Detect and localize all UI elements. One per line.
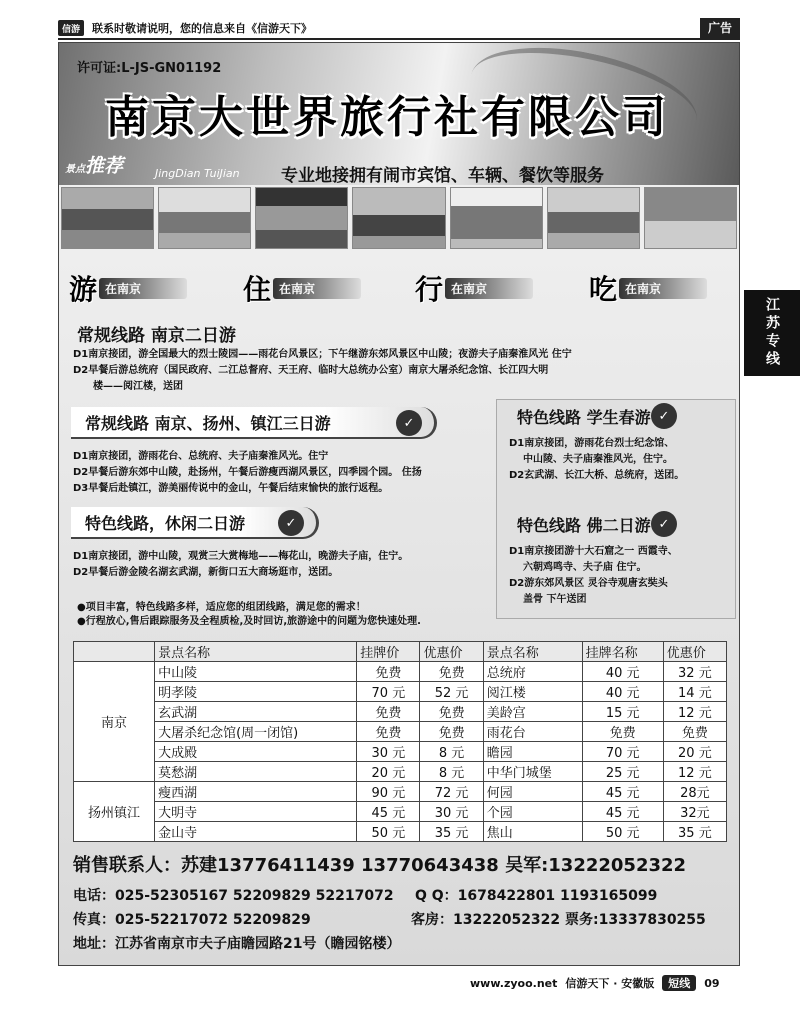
banner (59, 43, 739, 185)
footer-section-tag: 短线 (662, 975, 696, 991)
footer-url[interactable]: www.zyoo.net (470, 976, 558, 990)
table-row: 大屠杀纪念馆(周一闭馆) 免费 免费 雨花台 免费 免费 (74, 722, 727, 742)
route5-itinerary: D1南京接团游十大石窟之一 西霞寺、 六朝鸡鸣寺、夫子庙 住宁。 D2游东郊风景区 灵谷寺观唐玄奘头 盖骨 下午送团 (509, 546, 678, 605)
scenic-photo (352, 187, 445, 249)
table-row: 大明寺 45 元 30 元 个园 45 元 32元 (74, 802, 727, 822)
table-row: 玄武湖 免费 免费 美龄宫 15 元 12 元 (74, 702, 727, 722)
service-notes: ●项目丰富，特色线路多样，适应您的组团线路，满足您的需求！ ●行程放心,售后跟踪服务及全程质检,及时回访,旅游途中的问题为您快速处理. (77, 602, 421, 627)
room-ticket-numbers: 客房：13222052322 票务:13337830255 (411, 912, 706, 928)
magazine-logo: 信游 (58, 20, 84, 36)
slogan: 专业地接拥有闹市宾馆、车辆、餐饮等服务 (281, 166, 604, 185)
check-icon: ✓ (651, 511, 677, 537)
footer-publication: 信游天下 · 安徽版 (565, 977, 655, 990)
table-row: 大成殿 30 元 8 元 瞻园 70 元 20 元 (74, 742, 727, 762)
address: 地址：江苏省南京市夫子庙瞻园路21号（瞻园铭楼） (73, 936, 401, 952)
scenic-photo (255, 187, 348, 249)
category-stay: 住 在南京 (243, 273, 361, 303)
scenic-photo (61, 187, 154, 249)
table-row: 金山寺 50 元 35 元 焦山 50 元 35 元 (74, 822, 727, 842)
table-row: 莫愁湖 20 元 8 元 中华门城堡 25 元 12 元 (74, 762, 727, 782)
sales-contacts: 销售联系人：苏建13776411439 13770643438 吴军:13222052322 (73, 855, 687, 876)
ticket-price-table (73, 641, 727, 842)
route4-itinerary: D1南京接团，游雨花台烈士纪念馆、 中山陵、夫子庙秦淮风光，住宁。 D2玄武湖、长江大桥、总统府，送团。 (509, 438, 685, 481)
route5-title: 特色线路 佛二日游 ✓ (503, 508, 689, 540)
fax-numbers: 传真：025-52217072 52209829 (73, 912, 311, 928)
route2-title: 常规线路 南京、扬州、镇江三日游 ✓ (71, 407, 437, 439)
featured-routes-box (496, 399, 736, 619)
check-icon: ✓ (278, 510, 304, 536)
qq-numbers: Q Q：1678422801 1193165099 (415, 888, 658, 904)
scenic-photo (158, 187, 251, 249)
ad-label: 广告 (700, 18, 740, 38)
category-food: 吃 在南京 (589, 273, 707, 303)
scenic-photo-strip (59, 187, 739, 253)
page-number: 09 (704, 976, 720, 990)
phone-numbers: 电话：025-52305167 52209829 52217072 (73, 888, 394, 904)
table-row: 扬州镇江 瘦西湖 90 元 72 元 何园 45 元 28元 (74, 782, 727, 802)
company-name: 南京大世界旅行社有限公司 (105, 92, 669, 143)
header-bar (58, 18, 740, 40)
route1-title: 常规线路 南京二日游 (77, 326, 236, 346)
scenic-photo (644, 187, 737, 249)
advertisement-frame (58, 42, 740, 966)
route2-itinerary: D1南京接团，游雨花台、总统府、夫子庙秦淮风光。住宁 D2早餐后游东郊中山陵，赴扬州，午餐后游瘦西湖风景区，四季园个园。 住扬 D3早餐后赴镇江，游美丽传说中的金山，午餐后结束愉快的旅行返程。 (73, 451, 422, 494)
route3-title: 特色线路，休闲二日游 ✓ (71, 507, 319, 539)
table-row: 南京 中山陵 免费 免费 总统府 40 元 32 元 (74, 662, 727, 682)
scenic-photo (547, 187, 640, 249)
check-icon: ✓ (651, 403, 677, 429)
side-tab: 江苏专线 (744, 290, 800, 376)
region-nanjing: 南京 (74, 662, 155, 782)
region-yangzhou-zhenjiang: 扬州镇江 (74, 782, 155, 842)
category-transport: 行 在南京 (415, 273, 533, 303)
category-travel: 游 在南京 (69, 273, 187, 303)
scenic-photo (450, 187, 543, 249)
table-header-row: 景点名称 挂牌价 优惠价 景点名称 挂牌名称 优惠价 (74, 642, 727, 662)
table-row: 明孝陵 70 元 52 元 阅江楼 40 元 14 元 (74, 682, 727, 702)
route4-title: 特色线路 学生春游 ✓ (503, 400, 689, 432)
route1-itinerary: D1南京接团，游全国最大的烈士陵园——雨花台风景区；下午继游东郊风景区中山陵；夜游夫子庙秦淮风光 住宁 D2早餐后游总统府（国民政府、二江总督府、天王府、临时大总统办公室）南京大屠杀纪念馆、长江四大明 楼——阅江楼，送团 (73, 349, 572, 392)
header-notice: 联系时敬请说明，您的信息来自《信游天下》 (92, 22, 312, 35)
license-number: 许可证:L-JS-GN01192 (77, 61, 222, 76)
category-row (59, 273, 739, 306)
check-icon: ✓ (396, 410, 422, 436)
recommend-label: 景点推荐 (65, 155, 124, 177)
route3-itinerary: D1南京接团，游中山陵，观赏三大赏梅地——梅花山，晚游夫子庙，住宁。 D2早餐后游金陵名湖玄武湖，新街口五大商场逛市，送团。 (73, 551, 409, 578)
recommend-pinyin: JingDian TuiJian (155, 167, 240, 180)
footer (470, 975, 720, 991)
